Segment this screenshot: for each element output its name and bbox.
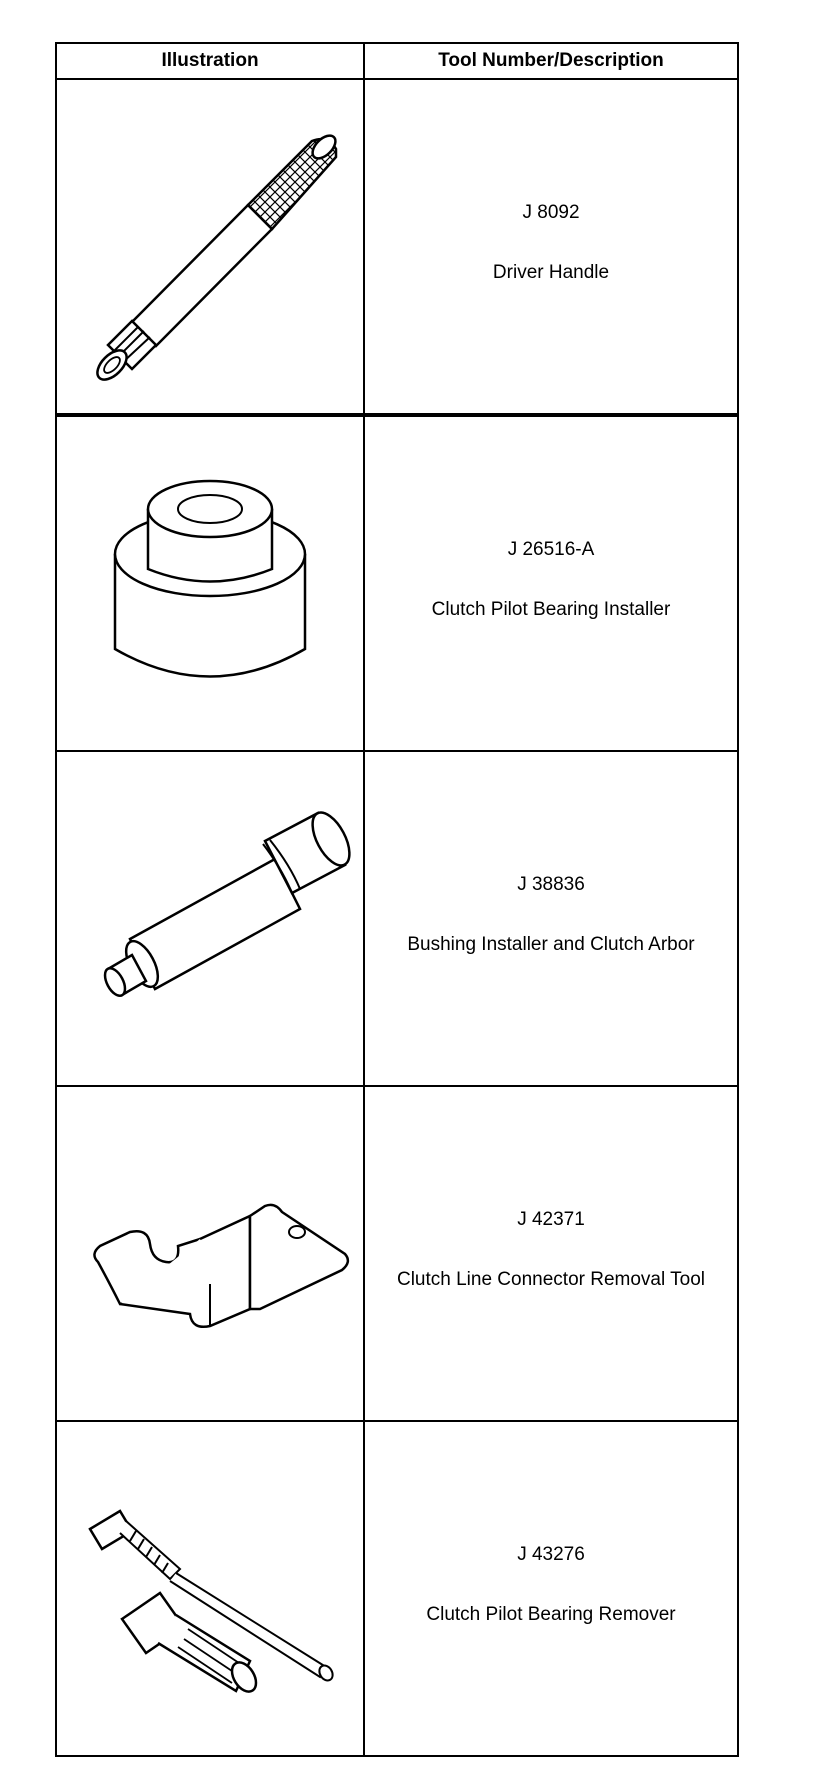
special-tools-table <box>55 42 739 1757</box>
illustration-cell <box>56 1086 364 1421</box>
bearing-remover-icon <box>60 1429 360 1749</box>
header-illustration: Illustration <box>56 43 364 79</box>
description-cell <box>364 1421 738 1756</box>
bearing-installer-icon <box>60 424 360 744</box>
table-row <box>56 751 738 1086</box>
description-cell <box>364 79 738 415</box>
connector-removal-tool-icon <box>60 1094 360 1414</box>
description-cell <box>364 751 738 1086</box>
tool-number: J 43276 <box>517 1543 585 1565</box>
tool-name: Clutch Line Connector Removal Tool <box>396 1268 706 1290</box>
illustration-cell <box>56 415 364 751</box>
table-row <box>56 1086 738 1421</box>
clutch-arbor-icon <box>60 759 360 1079</box>
illustration-cell <box>56 1421 364 1756</box>
tool-number: J 42371 <box>517 1208 585 1230</box>
driver-handle-icon <box>60 87 360 407</box>
illustration-cell <box>56 751 364 1086</box>
tool-name: Bushing Installer and Clutch Arbor <box>407 933 695 955</box>
table-header-row <box>56 43 738 79</box>
description-cell <box>364 415 738 751</box>
illustration-cell <box>56 79 364 415</box>
tool-name: Clutch Pilot Bearing Remover <box>426 1603 676 1625</box>
tool-name: Driver Handle <box>492 261 610 283</box>
tool-number: J 26516-A <box>507 538 595 560</box>
table-row <box>56 79 738 415</box>
description-cell <box>364 1086 738 1421</box>
tool-number: J 8092 <box>522 201 580 223</box>
table-row <box>56 415 738 751</box>
tool-name: Clutch Pilot Bearing Installer <box>431 598 671 620</box>
table-row <box>56 1421 738 1756</box>
tool-number: J 38836 <box>517 873 585 895</box>
header-tool-description: Tool Number/Description <box>364 43 738 79</box>
